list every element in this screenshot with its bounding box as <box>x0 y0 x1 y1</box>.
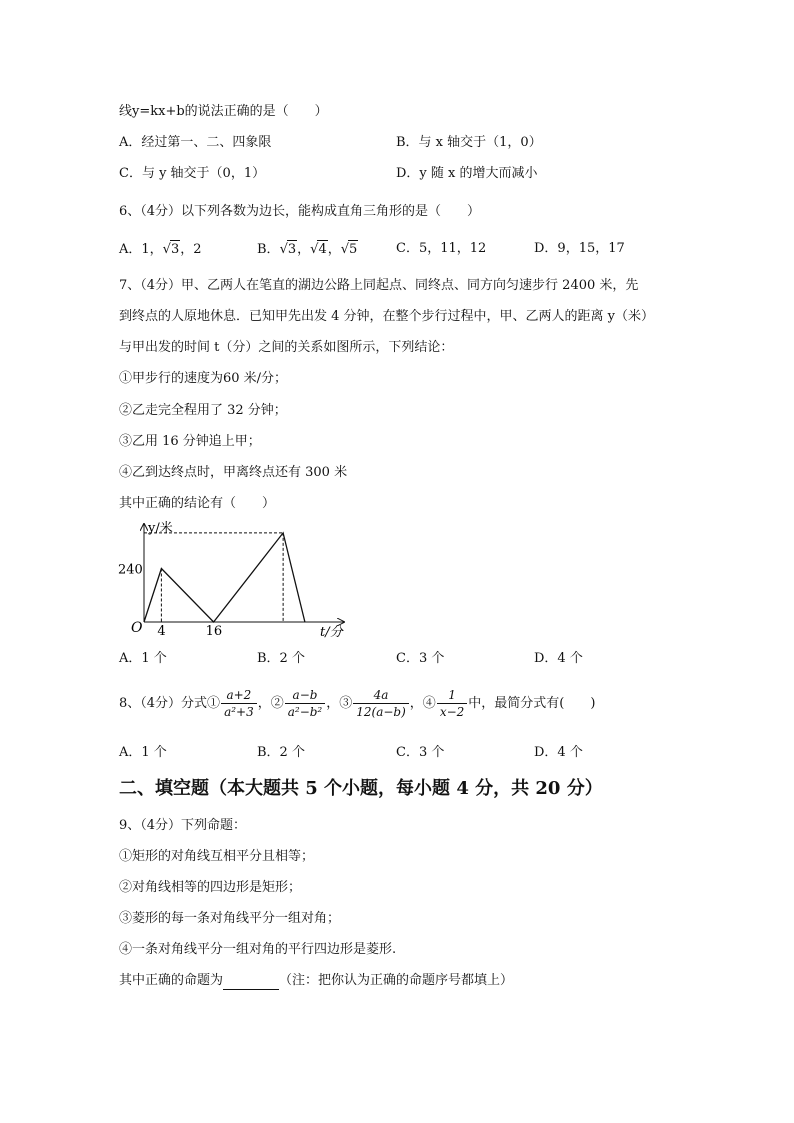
fraction-4: $\frac{1}{x-2}$ <box>437 687 467 720</box>
q7-graph <box>118 520 358 645</box>
q9-proposition-3: ③菱形的每一条对角线平分一组对角； <box>119 911 341 926</box>
q6-option-b: B．√3，√4，√5 <box>257 242 358 257</box>
q6-option-d: D．9，15，17 <box>534 241 625 256</box>
q8-option-a: A．1 个 <box>119 745 167 760</box>
distance-polyline <box>144 533 305 622</box>
q7-stem-line1: 7、（4分）甲、乙两人在笔直的湖边公路上同起点、同终点、同方向匀速步行 2400 米，先 <box>119 278 639 293</box>
q9-proposition-4: ④一条对角线平分一组对角的平行四边形是菱形. <box>119 942 397 957</box>
q7-option-a: A．1 个 <box>119 651 167 666</box>
q7-conclusion-4: ④乙到达终点时，甲离终点还有 300 米 <box>119 465 348 480</box>
q9-proposition-2: ②对角线相等的四边形是矩形； <box>119 880 302 895</box>
q7-option-c: C．3 个 <box>396 651 445 666</box>
q8-option-d: D．4 个 <box>534 745 583 760</box>
q6-option-c: C．5，11，12 <box>396 241 487 256</box>
q7-question: 其中正确的结论有（ ） <box>119 496 276 511</box>
y-axis-label: y/米 <box>148 521 173 536</box>
q7-conclusion-3: ③乙用 16 分钟追上甲； <box>119 434 261 449</box>
q7-stem-line2: 到终点的人原地休息．已知甲先出发 4 分钟，在整个步行过程中，甲、乙两人的距离 y（米） <box>119 309 655 324</box>
origin-label: O <box>131 620 143 636</box>
q8-option-b: B．2 个 <box>257 745 305 760</box>
q8-stem: 8、（4分）分式① $\frac{a+2}{\text{a²+3}}$ ，② $\frac{a-b}{\text{a²−b²}}$ ，③ $\frac{4a}{12(a-b)}$ ，④ $\frac{1}{x-2}$ 中，最简分式有( ) <box>119 688 596 719</box>
q5-option-b: B．与 x 轴交于（1，0） <box>396 135 542 150</box>
q5-option-c: C．与 y 轴交于（0，1） <box>119 166 266 181</box>
q9-proposition-1: ①矩形的对角线互相平分且相等； <box>119 849 315 864</box>
y-tick-240: 240 <box>118 562 143 578</box>
q7-option-b: B．2 个 <box>257 651 305 666</box>
fraction-1: $\frac{a+2}{\text{a²+3}}$ <box>221 687 257 720</box>
q9-answer-line: 其中正确的命题为 （注：把你认为正确的命题序号都填上） <box>119 973 514 988</box>
q8-option-c: C．3 个 <box>396 745 445 760</box>
q5-stem-tail: 线y=kx+b的说法正确的是（ ） <box>119 104 328 119</box>
q9-stem: 9、（4分）下列命题： <box>119 818 247 833</box>
x-tick-4: 4 <box>157 624 166 639</box>
q7-option-d: D．4 个 <box>534 651 583 666</box>
q7-conclusion-2: ②乙走完全程用了 32 分钟； <box>119 403 287 418</box>
x-tick-16: 16 <box>205 624 223 639</box>
answer-blank[interactable] <box>223 976 279 990</box>
q7-conclusion-1: ①甲步行的速度为60 米/分； <box>119 371 288 386</box>
q5-option-a: A．经过第一、二、四象限 <box>119 135 272 150</box>
section-2-heading: 二、填空题（本大题共 5 个小题，每小题 4 分，共 20 分） <box>119 778 603 799</box>
q7-stem-line3: 与甲出发的时间 t（分）之间的关系如图所示，下列结论： <box>119 340 454 355</box>
q5-option-d: D．y 随 x 的增大而减小 <box>396 166 538 181</box>
fraction-2: $\frac{a-b}{\text{a²−b²}}$ <box>285 687 326 720</box>
q6-stem: 6、（4分）以下列各数为边长，能构成直角三角形的是（ ） <box>119 204 481 219</box>
x-axis-label: t/分 <box>320 625 343 640</box>
q6-option-a: A．1，√3，2 <box>119 242 202 257</box>
fraction-3: $\frac{4a}{12(a-b)}$ <box>353 687 409 720</box>
